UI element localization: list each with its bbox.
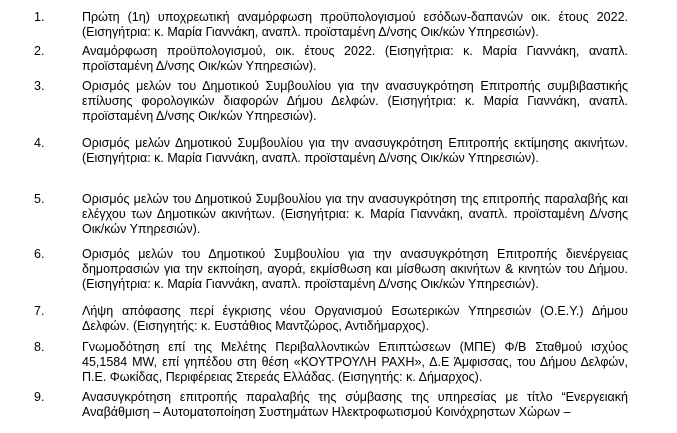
item-number: 5.	[34, 192, 45, 206]
item-number: 6.	[34, 247, 45, 261]
item-number: 7.	[34, 304, 45, 318]
item-text: Ορισμός μελών Δημοτικού Συμβουλίου για την ανασυγκρότηση Επιτροπής εκτίμησης ακινήτων. (Εισηγήτρια: κ. Μαρία Γιαννάκη, αναπλ. προϊσταμένη Δ/νσης Οικ/κών Υπηρεσιών).	[82, 136, 628, 165]
item-text: Πρώτη (1η) υποχρεωτική αναμόρφωση προϋπολογισμού εσόδων-δαπανών οικ. έτους 2022. (Εισηγήτρια: κ. Μαρία Γιαννάκη, αναπλ. προϊσταμένη Δ/νσης Οικ/κών Υπηρεσιών).	[82, 10, 628, 39]
item-text: Αναμόρφωση προϋπολογισμού, οικ. έτους 2022. (Εισηγήτρια: κ. Μαρία Γιαννάκη, αναπλ. προϊσταμένη Δ/νσης Οικ/κών Υπηρεσιών).	[82, 44, 628, 73]
item-text: Γνωμοδότηση επί της Μελέτης Περιβαλλοντικών Επιπτώσεων (ΜΠΕ) Φ/Β Σταθμού ισχύος 45,1584 MW, επί γηπέδου στη θέση «ΚΟΥΤΡΟΥΛΗ ΡΑΧΗ», Δ.Ε Άμφισσας, του Δήμου Δελφών, Π.Ε. Φωκίδας, Περιφέρειας Στερεάς Ελλάδας. (Εισηγητής: κ. Δήμαρχος).	[82, 340, 628, 384]
item-number: 8.	[34, 340, 45, 354]
item-number: 2.	[34, 44, 45, 58]
item-text: Λήψη απόφασης περί έγκρισης νέου Οργανισμού Εσωτερικών Υπηρεσιών (Ο.Ε.Υ.) Δήμου Δελφών. (Εισηγητής: κ. Ευστάθιος Μαντζώρος, Αντιδήμαρχος).	[82, 304, 628, 333]
item-number: 9.	[34, 390, 45, 404]
item-text: Ανασυγκρότηση επιτροπής παραλαβής της σύμβασης της υπηρεσίας με τίτλο “Ενεργειακή Αναβάθμιση – Αυτοματοποίηση Συστημάτων Ηλεκτροφωτισμού Κοινόχρηστων Χώρων –	[82, 390, 628, 419]
item-text: Ορισμός μελών του Δημοτικού Συμβουλίου για την ανασυγκρότηση Επιτροπής συμβιβαστικής επίλυσης φορολογικών διαφορών Δήμου Δελφών. (Εισηγήτρια: κ. Μαρία Γιαννάκη, αναπλ. προϊσταμένη Δ/νσης Οικ/κών Υπηρεσιών).	[82, 79, 628, 123]
item-text: Ορισμός μελών του Δημοτικού Συμβουλίου για την ανασυγκρότηση της επιτροπής παραλαβής και ελέγχου των Δημοτικών ακινήτων. (Εισηγήτρια: κ. Μαρία Γιαννάκη, αναπλ. προϊσταμένη Δ/νσης Οικ/κών Υπηρεσιών).	[82, 192, 628, 236]
item-number: 1.	[34, 10, 45, 24]
item-number: 4.	[34, 136, 45, 150]
item-number: 3.	[34, 79, 45, 93]
item-text: Ορισμός μελών του Δημοτικού Συμβουλίου για την ανασυγκρότηση Επιτροπής διενέργειας δημοπρασιών για την εκποίηση, αγορά, εκμίσθωση και μίσθωση ακινήτων & κινητών του Δήμου. (Εισηγήτρια: κ. Μαρία Γιαννάκη, αναπλ. προϊσταμένη Δ/νσης Οικ/κών Υπηρεσιών).	[82, 247, 628, 291]
